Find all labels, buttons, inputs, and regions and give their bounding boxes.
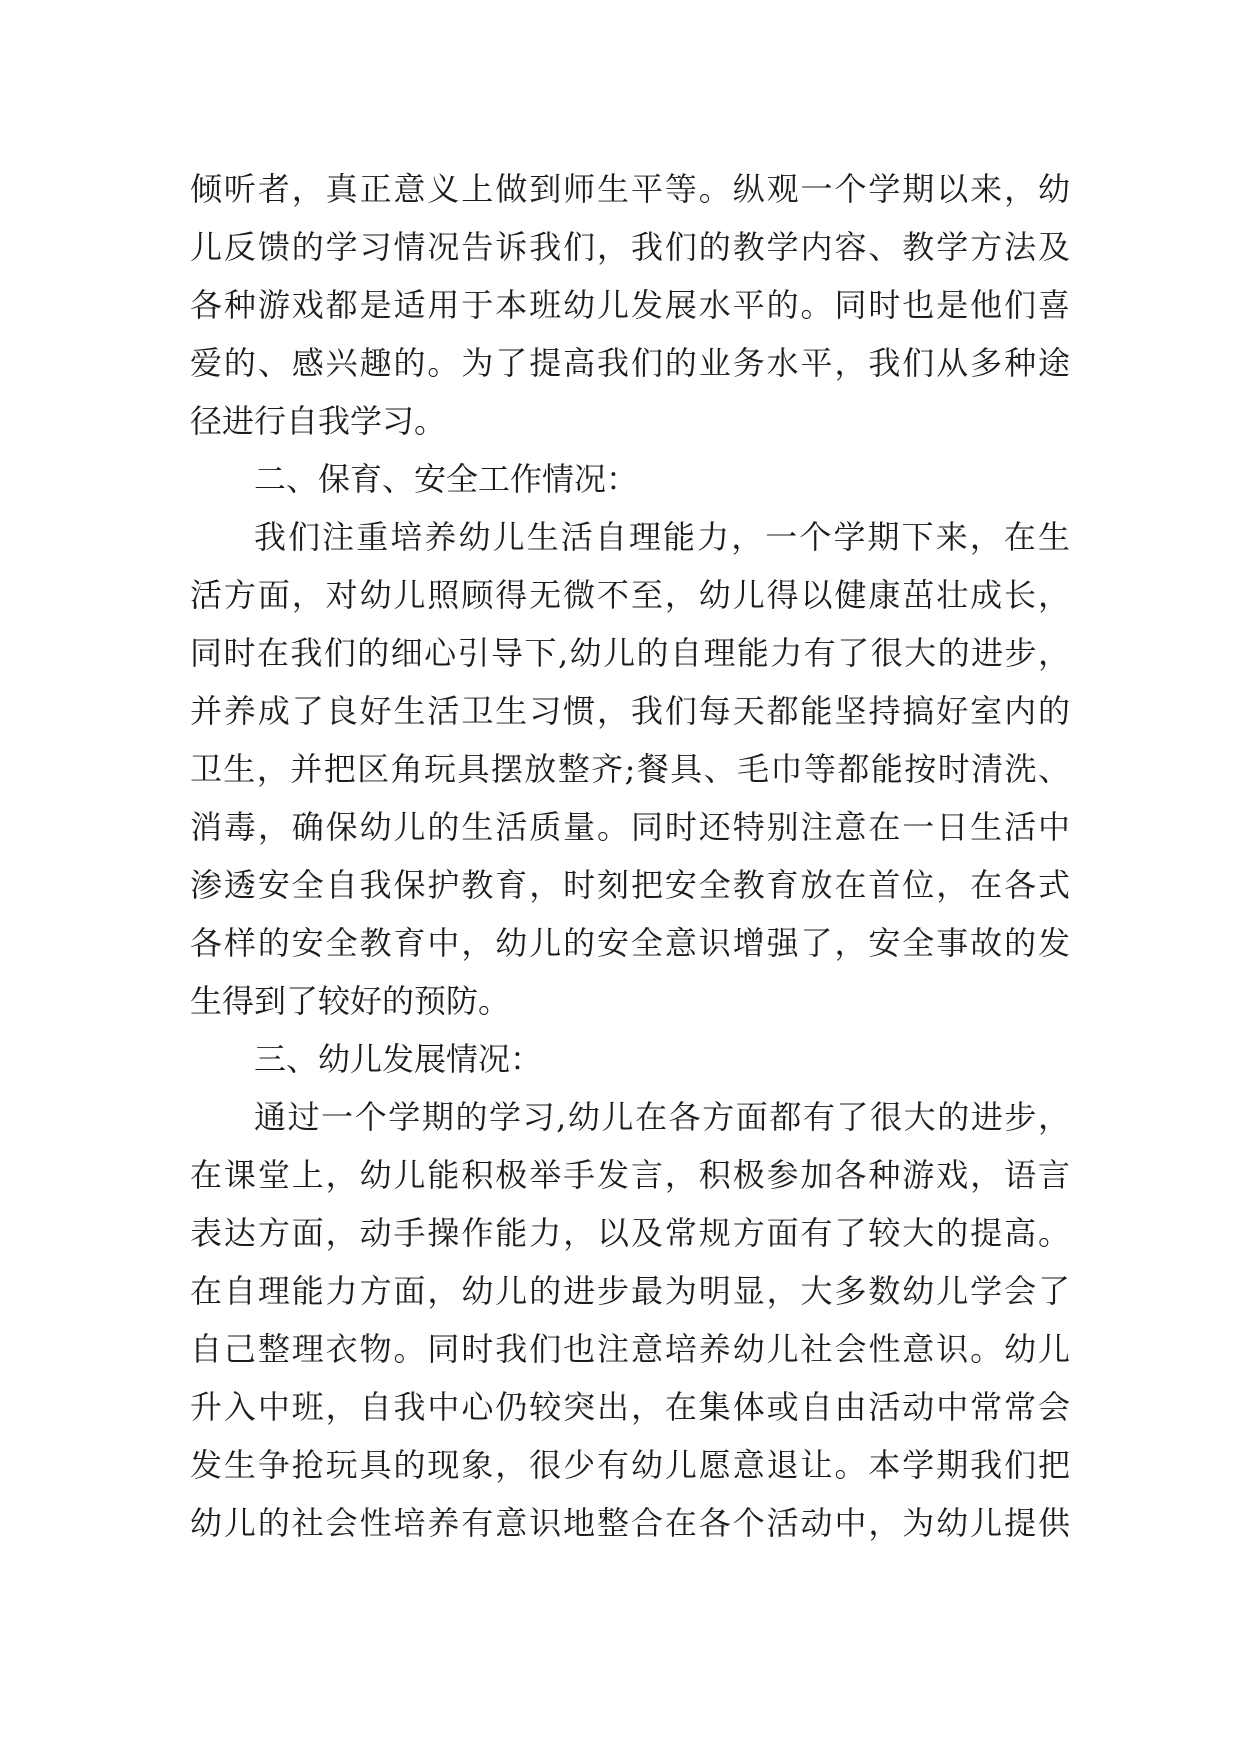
text-line: 各种游戏都是适用于本班幼儿发展水平的。同时也是他们喜 xyxy=(190,286,1070,324)
text-line: 升入中班，自我中心仍较突出，在集体或自由活动中常常会 xyxy=(190,1388,1070,1426)
text-line: 自己整理衣物。同时我们也注意培养幼儿社会性意识。幼儿 xyxy=(190,1330,1070,1368)
section-heading: 三、幼儿发展情况： xyxy=(254,1040,543,1078)
text-line: 并养成了良好生活卫生习惯，我们每天都能坚持搞好室内的 xyxy=(190,692,1070,730)
text-line: 爱的、感兴趣的。为了提高我们的业务水平，我们从多种途 xyxy=(190,344,1070,382)
document-body xyxy=(190,160,1070,1552)
text-line: 儿反馈的学习情况告诉我们，我们的教学内容、教学方法及 xyxy=(190,228,1070,266)
text-line: 同时在我们的细心引导下,幼儿的自理能力有了很大的进步， xyxy=(190,634,1070,672)
text-line: 我们注重培养幼儿生活自理能力，一个学期下来，在生 xyxy=(254,518,1070,556)
text-line: 倾听者，真正意义上做到师生平等。纵观一个学期以来，幼 xyxy=(190,170,1070,208)
text-line: 消毒，确保幼儿的生活质量。同时还特别注意在一日生活中 xyxy=(190,808,1070,846)
text-line: 通过一个学期的学习,幼儿在各方面都有了很大的进步， xyxy=(254,1098,1070,1136)
text-line: 径进行自我学习。 xyxy=(190,402,447,440)
text-line: 卫生，并把区角玩具摆放整齐;餐具、毛巾等都能按时清洗、 xyxy=(190,750,1070,788)
section-heading: 二、保育、安全工作情况： xyxy=(254,460,639,498)
text-line: 表达方面，动手操作能力，以及常规方面有了较大的提高。 xyxy=(190,1214,1070,1252)
text-line: 渗透安全自我保护教育，时刻把安全教育放在首位，在各式 xyxy=(190,866,1070,904)
text-line: 在自理能力方面，幼儿的进步最为明显，大多数幼儿学会了 xyxy=(190,1272,1070,1310)
text-line: 发生争抢玩具的现象，很少有幼儿愿意退让。本学期我们把 xyxy=(190,1446,1070,1484)
text-line: 各样的安全教育中，幼儿的安全意识增强了，安全事故的发 xyxy=(190,924,1070,962)
text-line: 活方面，对幼儿照顾得无微不至，幼儿得以健康茁壮成长， xyxy=(190,576,1070,614)
text-line: 幼儿的社会性培养有意识地整合在各个活动中，为幼儿提供 xyxy=(190,1504,1070,1542)
text-line: 生得到了较好的预防。 xyxy=(190,982,511,1020)
text-line: 在课堂上，幼儿能积极举手发言，积极参加各种游戏，语言 xyxy=(190,1156,1070,1194)
